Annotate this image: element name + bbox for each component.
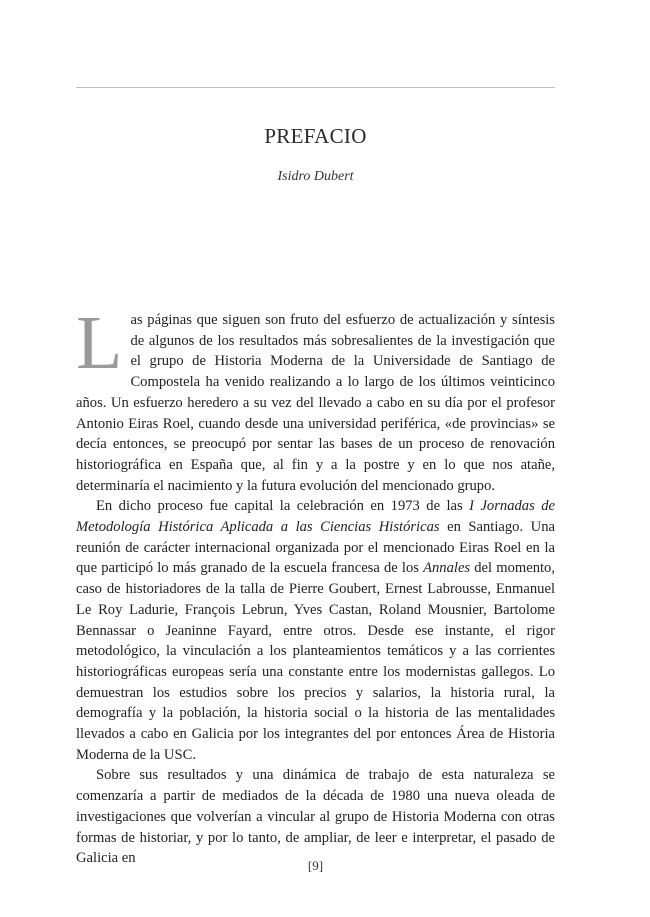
page-number: [9] (307, 858, 324, 873)
paragraph-3 (76, 765, 555, 869)
paragraph-2-text-a: En dicho proceso fue capital la celebración en 1973 de las (96, 498, 470, 515)
paragraph-2 (76, 496, 555, 765)
chapter-title: PREFACIO (264, 124, 367, 148)
paragraph-1-text: as páginas que siguen son fruto del esfuerzo de actualización y síntesis de algunos de los resultados más sobresalientes de la investigación que el grupo de Historia Moderna de la Universidade de Santiago de Compostela ha venido realizando a lo largo de los últimos veinticinco años. Un esfuerzo heredero a su vez del llevado a cabo en su día por el profesor Antonio Eiras Roel, cuando desde una universidad periférica, «de provincias» se decía entonces, se preocupó por sentar las bases de un proceso de renovación historiográfica en España que, al fin y a la postre y en lo que nos atañe, determinaría el nacimiento y la futura evolución del mencionado grupo. (76, 312, 555, 494)
paragraph-3-text: Sobre sus resultados y una dinámica de trabajo de esta naturaleza se comenzaría a partir de mediados de la década de 1980 una nueva oleada de investigaciones que volverían a vincular al grupo de Historia Moderna con otras formas de historiar, y por lo tanto, de ampliar, de leer e interpretar, el pasado de Galicia en (76, 767, 555, 867)
paragraph-1 (76, 301, 555, 496)
body-text (76, 301, 556, 869)
paragraph-2-italic-jornadas: I Jornadas de Metodología Histórica Aplicada a las Ciencias Históricas (76, 498, 555, 536)
chapter-author: Isidro Dubert (277, 169, 354, 184)
drop-cap: L (76, 301, 123, 385)
paragraph-2-text-c: del momento, caso de historiadores de la talla de Pierre Goubert, Ernest Labrousse, Enmanuel Le Roy Ladurie, François Lebrun, Yves Castan, Roland Mousnier, Bartolome Bennassar o Jeaninne Fayard, entre otros. Desde ese instante, el rigor metodológico, la vinculación a los planteamientos temáticos y a las corrientes historiográficas europeas sería una constante entre los modernistas gallegos. Lo demuestran los estudios sobre los precios y salarios, la historia rural, la demografía y la población, la historia social o la historia de las mentalidades llevados a cabo en Galicia por los integrantes del por entonces Área de Historia Moderna de la USC. (76, 560, 556, 763)
paragraph-2-text-b: en Santiago. Una reunión de carácter internacional organizada por el mencionado Eiras Roel en la que participó lo más granado de la escuela francesa de los (76, 519, 555, 577)
header-rule (76, 87, 555, 88)
paragraph-2-italic-annales: Annales (423, 560, 471, 577)
